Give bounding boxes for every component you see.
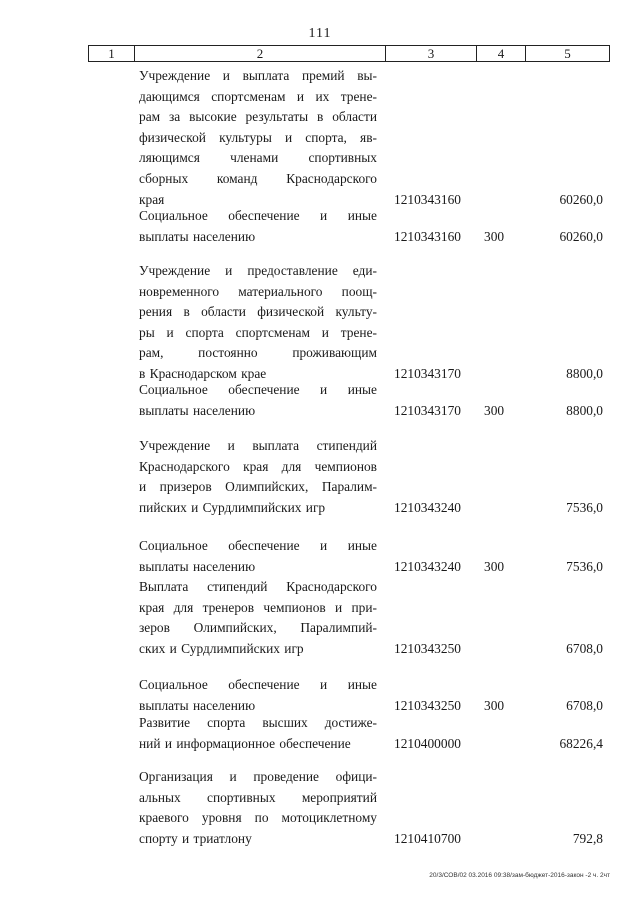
description-line: Развитие спорта высших достиже- xyxy=(139,715,377,730)
description-line: ры и спорта спортсменам и трене- xyxy=(139,324,377,340)
description-line: рам за высокие результаты в области xyxy=(139,109,377,125)
row-amount: 8800,0 xyxy=(566,366,603,381)
description-line: рения в области физической культу- xyxy=(139,304,377,320)
row-description xyxy=(139,713,377,754)
description-line: сборных команд Краснодарского xyxy=(139,170,377,186)
row-description xyxy=(139,261,377,385)
row-amount: 8800,0 xyxy=(566,402,603,418)
description-line: Социальное обеспечение и иные xyxy=(139,382,377,397)
description-line: Учреждение и выплата стипендий xyxy=(139,438,377,453)
row-amount: 7536,0 xyxy=(566,499,603,515)
row-description xyxy=(139,536,377,577)
table-header xyxy=(88,45,610,62)
row-code: 1210343170 xyxy=(394,402,461,418)
row-code: 1210343250 xyxy=(394,640,461,656)
description-line: Учреждение и предоставление еди- xyxy=(139,263,377,278)
row-expense-type: 300 xyxy=(484,558,505,574)
row-amount: 6708,0 xyxy=(566,640,603,656)
description-line: спорту и триатлону xyxy=(139,830,252,846)
row-description xyxy=(139,436,377,518)
row-amount: 60260,0 xyxy=(559,228,603,244)
row-expense-type: 300 xyxy=(484,228,505,244)
description-line: выплаты населению xyxy=(139,402,256,418)
description-line: в Краснодарском крае xyxy=(139,365,267,381)
row-code: 1210343250 xyxy=(394,697,461,713)
row-expense-type: 300 xyxy=(484,697,505,713)
description-line: новременного материального поощ- xyxy=(139,283,377,299)
description-line: пийских и Сурдлимпийских игр xyxy=(139,499,326,515)
footer-stamp: 20/3/СОВ/02 03.2016 09:38/зам-бюджет-2016-закон -2 ч. 2чт xyxy=(429,872,610,879)
description-line: выплаты населению xyxy=(139,228,256,244)
header-col-1: 1 xyxy=(89,46,135,61)
row-amount: 60260,0 xyxy=(559,191,603,207)
row-amount: 6708,0 xyxy=(566,697,603,713)
row-amount: 792,8 xyxy=(572,830,603,846)
row-code: 1210343170 xyxy=(394,366,461,381)
description-line: Социальное обеспечение и иные xyxy=(139,208,377,223)
description-line: краевого уровня по мотоциклетному xyxy=(139,810,377,826)
row-description xyxy=(139,767,377,849)
page-number: 111 xyxy=(308,26,332,41)
description-line: ских и Сурдлимпийских игр xyxy=(139,640,304,656)
description-line: зеров Олимпийских, Паралимпий- xyxy=(139,620,377,636)
row-code: 1210400000 xyxy=(394,735,461,751)
row-amount: 7536,0 xyxy=(566,558,603,574)
row-expense-type: 300 xyxy=(484,402,505,418)
header-col-5: 5 xyxy=(564,46,571,61)
row-amount: 68226,4 xyxy=(559,735,603,751)
description-line: физической культуры и спорта, яв- xyxy=(139,129,377,145)
description-line: Учреждение и выплата премий вы- xyxy=(139,68,377,83)
row-code: 1210343160 xyxy=(394,191,461,207)
description-line: Социальное обеспечение и иные xyxy=(139,538,377,553)
description-line: и призеров Олимпийских, Паралим- xyxy=(139,479,377,495)
description-line: ний и информационное обеспечение xyxy=(139,735,351,751)
row-description xyxy=(139,380,377,421)
row-code: 1210343160 xyxy=(394,228,461,244)
row-code: 1210343240 xyxy=(394,558,461,574)
row-description xyxy=(139,206,377,247)
description-line: края для тренеров чемпионов и при- xyxy=(139,599,377,615)
description-line: выплаты населению xyxy=(139,558,256,574)
description-line: Краснодарского края для чемпионов xyxy=(139,458,377,474)
description-line: края xyxy=(139,191,165,207)
description-line: ляющимся членами спортивных xyxy=(139,150,377,166)
description-line: рам, постоянно проживающим xyxy=(139,345,377,361)
description-line: Социальное обеспечение и иные xyxy=(139,677,377,692)
description-line: альных спортивных мероприятий xyxy=(139,789,377,805)
header-col-3: 3 xyxy=(386,46,477,61)
description-line: Выплата стипендий Краснодарского xyxy=(139,579,377,594)
row-code: 1210410700 xyxy=(394,830,461,846)
header-col-4: 4 xyxy=(477,46,526,61)
row-code: 1210343240 xyxy=(394,499,461,515)
row-description xyxy=(139,66,377,210)
description-line: дающимся спортсменам и их трене- xyxy=(139,88,377,104)
row-description xyxy=(139,577,377,659)
description-line: выплаты населению xyxy=(139,697,256,713)
header-col-2: 2 xyxy=(135,46,386,61)
row-description xyxy=(139,675,377,716)
description-line: Организация и проведение офици- xyxy=(139,769,377,784)
